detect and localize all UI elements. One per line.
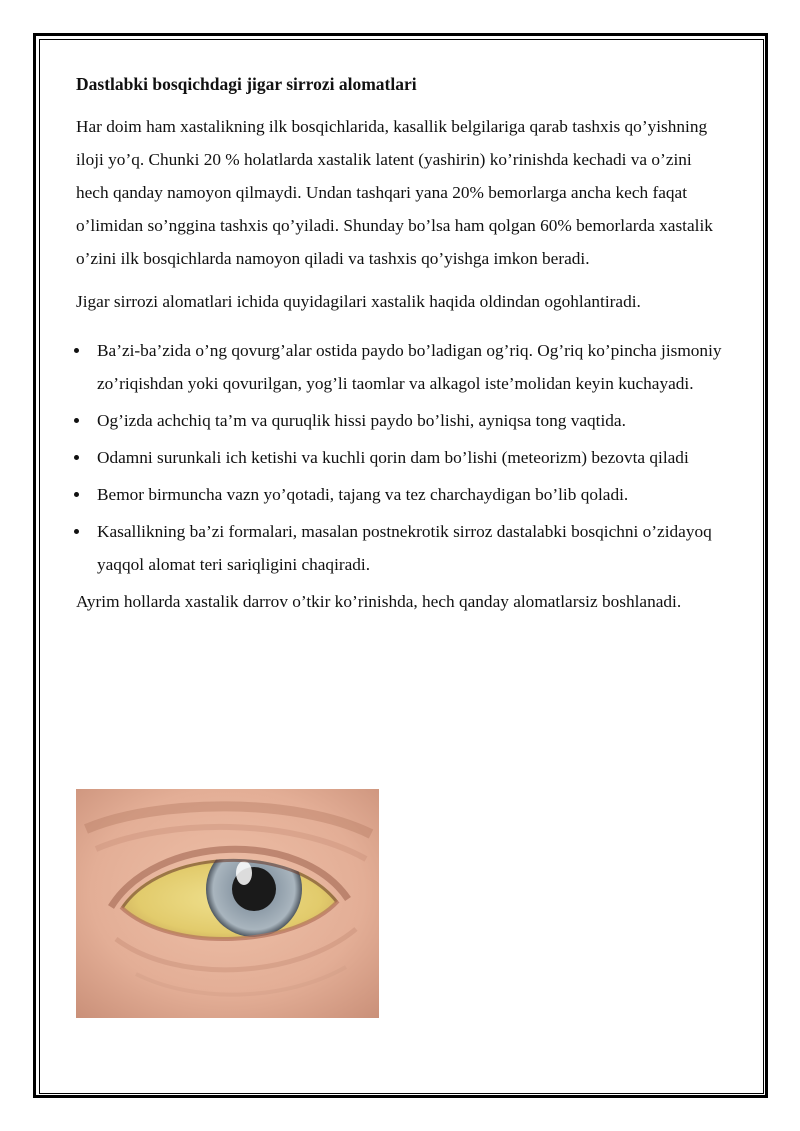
list-item-text: Bemor birmuncha vazn yo’qotadi, tajang va tez charchaydigan bo’lib qoladi. [97, 485, 629, 504]
bullet-icon [74, 529, 79, 534]
list-item [76, 441, 726, 474]
list-item-text: Kasallikning ba’zi formalari, masalan postnekrotik sirroz dastalabki bosqichni o’zidayoq yaqqol alomat teri sariqligini chaqiradi. [97, 522, 712, 574]
list-item [76, 334, 726, 400]
list-item-text: Og’izda achchiq ta’m va quruqlik hissi paydo bo’lishi, ayniqsa tong vaqtida. [97, 411, 626, 430]
bullet-icon [74, 348, 79, 353]
bullet-icon [74, 455, 79, 460]
list-item [76, 478, 726, 511]
closing-paragraph: Ayrim hollarda xastalik darrov o’tkir ko’rinishda, hech qanday alomatlarsiz boshlanadi. [76, 592, 682, 611]
document-body [76, 72, 726, 618]
symptoms-intro-paragraph: Jigar sirrozi alomatlari ichida quyidagilari xastalik haqida oldindan ogohlantiradi. [76, 292, 641, 311]
eye-illustration [76, 789, 379, 1018]
intro-paragraph: Har doim ham xastalikning ilk bosqichlarida, kasallik belgilariga qarab tashxis qo’yishning iloji yo’q. Chunki 20 % holatlarda xastalik latent (yashirin) ko’rinishda kechadi va o’zini hech qanday namoyon qilmaydi. Undan tashqari yana 20% bemorlarga ancha kech faqat o’limidan so’nggina tashxis qo’yiladi. Shunday bo’lsa ham qolgan 60% bemorlarda xastalik o’zini ilk bosqichlarda namoyon qiladi va tashxis qo’yishga imkon beradi. [76, 117, 713, 268]
yellow-eye-photo [76, 789, 379, 1018]
list-item [76, 515, 726, 581]
bullet-icon [74, 418, 79, 423]
document-heading: Dastlabki bosqichdagi jigar sirrozi alomatlari [76, 74, 417, 94]
list-item-text: Odamni surunkali ich ketishi va kuchli qorin dam bo’lishi (meteorizm) bezovta qiladi [97, 448, 689, 467]
bullet-icon [74, 492, 79, 497]
symptoms-list [76, 334, 726, 581]
list-item [76, 404, 726, 437]
list-item-text: Ba’zi-ba’zida o’ng qovurg’alar ostida paydo bo’ladigan og’riq. Og’riq ko’pincha jismoniy zo’riqishdan yoki qovurilgan, yog’li taomlar va alkagol iste’molidan keyin kuchayadi. [97, 341, 722, 393]
